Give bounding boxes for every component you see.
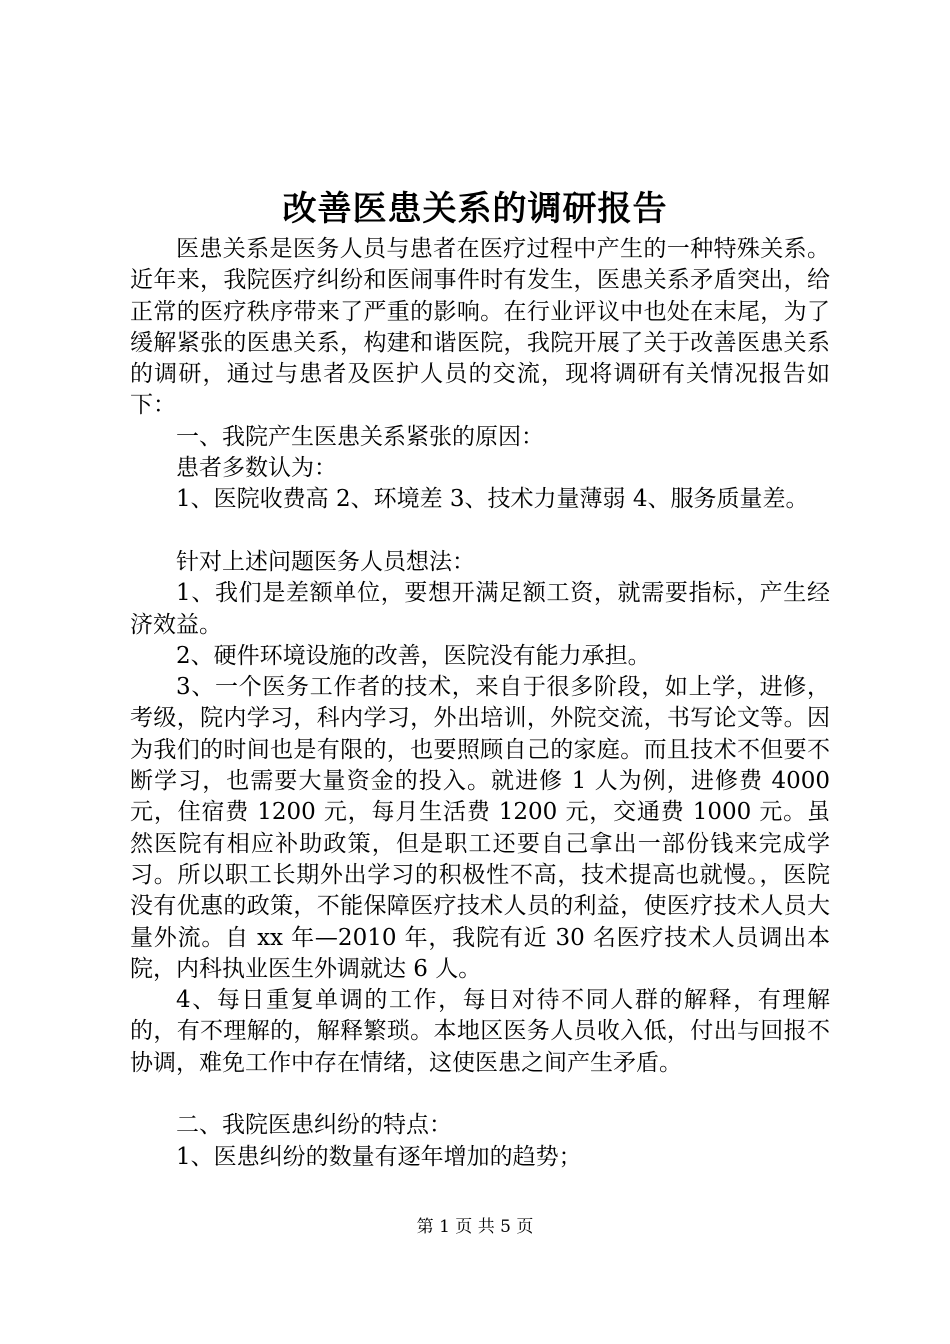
page-footer: 第 1 页 共 5 页 [416, 1217, 534, 1237]
paragraph-patient-points: 1、医院收费高 2、环境差 3、技术力量薄弱 4、服务质量差。 [176, 486, 809, 513]
paragraph-patients-view: 患者多数认为： [176, 455, 337, 482]
document-title: 改善医患关系的调研报告 [282, 189, 668, 229]
paragraph-staff-point-1: 1、我们是差额单位，要想开满足额工资，就需要指标，产生经济效益。 [130, 580, 830, 638]
paragraph-staff-point-3: 3、一个医务工作者的技术，来自于很多阶段，如上学，进修，考级，院内学习，科内学习，外出培训，外院交流，书写论文等。因为我们的时间也是有限的，也要照顾自己的家庭。而且技术不但要不断学习，也需要大量资金的投入。就进修 1 人为例，进修费 4000 元，住宿费 1200 元，每月生活费 1200 元，交通费 1000 元。虽然医院有相应补助政策，但是职工还要自己拿出一部份钱来完成学习。所以职工长期外出学习的积极性不高，技术提高也就慢。，医院没有优惠的政策，不能保障医疗技术人员的利益，使医疗技术人员大量外流。自 xx 年—2010 年，我院有近 30 名医疗技术人员调出本院，内科执业医生外调就达 6 人。 [130, 674, 830, 982]
document-body [130, 234, 830, 1173]
paragraph-characteristic-1: 1、医患纠纷的数量有逐年增加的趋势； [176, 1143, 582, 1170]
paragraph-intro: 医患关系是医务人员与患者在医疗过程中产生的一种特殊关系。近年来，我院医疗纠纷和医闹事件时有发生，医患关系矛盾突出，给正常的医疗秩序带来了严重的影响。在行业评议中也处在末尾，为了缓解紧张的医患关系，构建和谐医院，我院开展了关于改善医患关系的调研，通过与患者及医护人员的交流，现将调研有关情况报告如下： [130, 236, 830, 419]
paragraph-staff-point-4: 4、每日重复单调的工作，每日对待不同人群的解释，有理解的，有不理解的，解释繁琐。本地区医务人员收入低，付出与回报不协调，难免工作中存在情绪，这使医患之间产生矛盾。 [130, 987, 830, 1076]
blank-line [130, 516, 830, 547]
paragraph-staff-point-2: 2、硬件环境设施的改善，医院没有能力承担。 [176, 642, 651, 669]
section-heading-causes: 一、我院产生医患关系紧张的原因： [176, 423, 544, 450]
paragraph-staff-view: 针对上述问题医务人员想法： [176, 548, 475, 575]
section-heading-characteristics: 二、我院医患纠纷的特点： [176, 1112, 452, 1139]
blank-line [130, 1079, 830, 1110]
